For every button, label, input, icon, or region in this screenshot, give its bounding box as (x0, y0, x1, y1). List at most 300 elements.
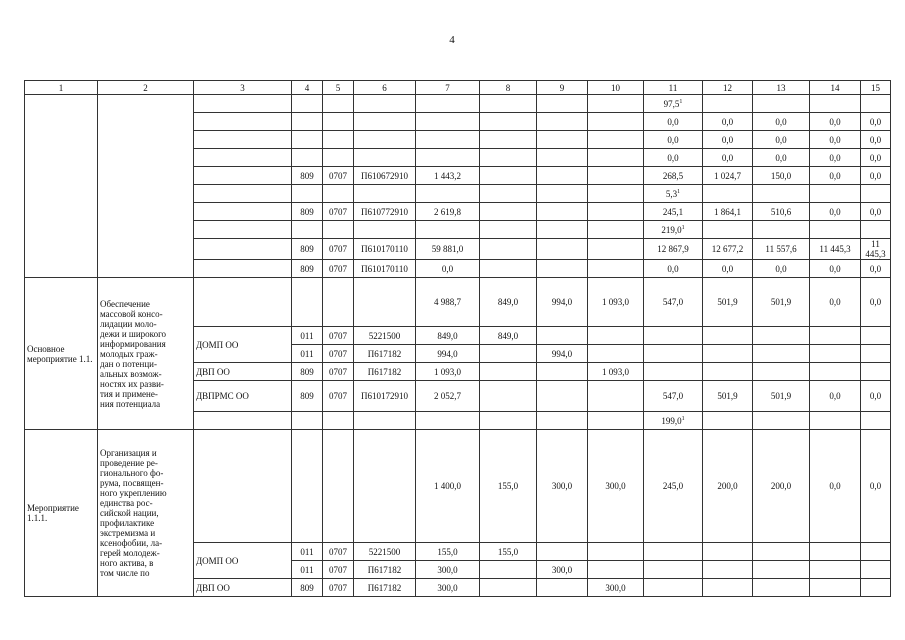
cell-col-15 (861, 113, 891, 131)
table-row (25, 95, 891, 113)
text-line: информирования (100, 338, 166, 349)
cell-col-9 (537, 239, 588, 260)
cell-col-8 (480, 363, 537, 381)
cell-col-13 (753, 543, 810, 561)
cell-col-6 (354, 412, 416, 430)
cell-value: 0,0 (869, 116, 882, 127)
cell-col-13 (753, 345, 810, 363)
cell-col-10 (588, 221, 644, 239)
cell-col-11 (644, 185, 703, 203)
cell-value: 0707 (329, 582, 347, 593)
cell-value: 300,0 (605, 582, 626, 593)
cell-col-4 (292, 327, 323, 345)
cell-col-10 (588, 203, 644, 221)
cell-col-14 (810, 278, 861, 327)
activity-description (98, 430, 194, 597)
cell-value: 501,9 (770, 391, 792, 401)
cell-col-12 (703, 412, 753, 430)
cell-value: 809 (300, 582, 314, 593)
cell-value: 12 867,9 (657, 244, 689, 254)
cell-value: 1 864,1 (714, 206, 741, 217)
cell-col-13 (753, 412, 810, 430)
cell-col-8 (480, 278, 537, 327)
cell-col-12 (703, 260, 753, 278)
cell-col-9 (537, 381, 588, 412)
cell-col-14 (810, 412, 861, 430)
cell-col-7 (416, 579, 480, 597)
cell-col-12 (703, 131, 753, 149)
cell-col-6 (354, 113, 416, 131)
cell-col-5 (323, 131, 354, 149)
cell-col-7 (416, 260, 480, 278)
cell-col-9 (537, 561, 588, 579)
cell-value: 0707 (329, 546, 347, 557)
cell-col-10 (588, 412, 644, 430)
cell-value: П610172910 (361, 391, 408, 401)
cell-col-6 (354, 278, 416, 327)
cell-col-6 (354, 185, 416, 203)
cell-col-6 (354, 579, 416, 597)
cell-col-10 (588, 363, 644, 381)
cell-col-3 (194, 239, 292, 260)
cell-value: 0,0 (667, 116, 679, 127)
cell-col-13 (753, 221, 810, 239)
cell-col-4 (292, 430, 323, 543)
cell-col-9 (537, 260, 588, 278)
cell-value: 0,0 (829, 134, 841, 145)
cell-value: 219,0 (661, 224, 682, 235)
cell-value: 809 (300, 263, 314, 274)
cell-value: 0,0 (869, 152, 882, 163)
cell-col-8 (480, 561, 537, 579)
cell-col-3 (194, 131, 292, 149)
cell-value: 994,0 (437, 348, 458, 359)
cell-col-14 (810, 543, 861, 561)
cell-col-12 (703, 203, 753, 221)
cell-col-10 (588, 543, 644, 561)
text-line: проведение ре- (100, 458, 158, 468)
cell-value: 0,0 (667, 152, 679, 163)
cell-col-12 (703, 381, 753, 412)
cell-col-6 (354, 327, 416, 345)
cell-col-11 (644, 149, 703, 167)
cell-col-3 (194, 113, 292, 131)
table-row (25, 430, 891, 543)
cell-col-14 (810, 345, 861, 363)
cell-col-5 (323, 345, 354, 363)
cell-col-6 (354, 167, 416, 185)
cell-col-15 (861, 579, 891, 597)
cell-col-5 (323, 167, 354, 185)
cell-col-5 (323, 430, 354, 543)
cell-col-8 (480, 149, 537, 167)
cell-col-8 (480, 185, 537, 203)
cell-col-5 (323, 185, 354, 203)
cell-col-12 (703, 345, 753, 363)
cell-col-14 (810, 260, 861, 278)
cell-col-13 (753, 113, 810, 131)
cell-col-13 (753, 430, 810, 543)
cell-col-5 (323, 260, 354, 278)
cell-col-11 (644, 278, 703, 327)
cell-value: 0,0 (829, 481, 841, 491)
cell-value: 0,0 (829, 391, 841, 401)
cell-col-15 (861, 95, 891, 113)
col-header: 15 (861, 81, 891, 95)
cell-col-4 (292, 561, 323, 579)
cell-value: 510,6 (770, 206, 792, 217)
executor-label: ДВП ОО (194, 579, 292, 597)
cell-col-12 (703, 327, 753, 345)
cell-value: 0,0 (775, 263, 787, 274)
cell-col-11 (644, 561, 703, 579)
cell-col-11 (644, 260, 703, 278)
cell-col-12 (703, 167, 753, 185)
cell-col-14 (810, 579, 861, 597)
text-line: герей молодеж- (100, 548, 160, 558)
text-line: альных возмож- (100, 368, 162, 379)
header-row (25, 81, 891, 95)
cell-col-8 (480, 239, 537, 260)
cell-col-7 (416, 113, 480, 131)
cell-col-4 (292, 239, 323, 260)
col-header: 13 (753, 81, 810, 95)
cell-col-12 (703, 561, 753, 579)
cell-col-10 (588, 167, 644, 185)
cell-col-2 (98, 95, 194, 278)
cell-value: 0,0 (869, 134, 882, 145)
cell-col-7 (416, 203, 480, 221)
executor-label: ДОМП ОО (194, 327, 292, 363)
cell-col-9 (537, 363, 588, 381)
executor-label: ДОМП ОО (194, 543, 292, 579)
cell-col-6 (354, 381, 416, 412)
footnote-mark: 1 (681, 415, 685, 422)
cell-col-13 (753, 131, 810, 149)
cell-col-8 (480, 381, 537, 412)
col-header: 14 (810, 81, 861, 95)
cell-value: 0,0 (869, 481, 882, 491)
cell-value: 0707 (329, 170, 347, 181)
cell-col-11 (644, 430, 703, 543)
cell-value: П610170110 (361, 244, 408, 254)
cell-col-11 (644, 221, 703, 239)
cell-col-3 (194, 185, 292, 203)
cell-value: 809 (300, 206, 314, 217)
cell-col-7 (416, 345, 480, 363)
cell-value: 849,0 (497, 297, 519, 307)
cell-col-3 (194, 203, 292, 221)
cell-col-10 (588, 131, 644, 149)
cell-value: 0707 (329, 564, 347, 575)
cell-col-15 (861, 561, 891, 579)
cell-value: 0707 (329, 244, 347, 254)
col-header: 8 (480, 81, 537, 95)
cell-value: 5,3 (665, 188, 678, 199)
cell-col-6 (354, 203, 416, 221)
cell-col-14 (810, 561, 861, 579)
cell-col-3 (194, 278, 292, 327)
cell-col-8 (480, 203, 537, 221)
cell-col-9 (537, 167, 588, 185)
text-line: молодых граж- (100, 348, 158, 359)
cell-value: 200,0 (770, 481, 792, 491)
cell-col-11 (644, 345, 703, 363)
cell-col-11 (644, 363, 703, 381)
cell-col-4 (292, 95, 323, 113)
cell-col-11 (644, 579, 703, 597)
cell-col-13 (753, 363, 810, 381)
footnote-mark: 1 (681, 224, 685, 231)
cell-col-3 (194, 221, 292, 239)
cell-value: 155,0 (497, 546, 519, 557)
cell-col-10 (588, 185, 644, 203)
cell-col-4 (292, 363, 323, 381)
cell-col-8 (480, 113, 537, 131)
cell-col-7 (416, 167, 480, 185)
table-row (25, 278, 891, 327)
cell-col-13 (753, 149, 810, 167)
text-line: ного актива, в (100, 558, 154, 568)
cell-value: 0,0 (775, 152, 787, 163)
text-line: ксенофобии, ла- (100, 538, 163, 548)
cell-value: 011 (300, 564, 314, 575)
cell-col-6 (354, 561, 416, 579)
cell-col-4 (292, 543, 323, 561)
cell-value: 245,0 (662, 481, 684, 491)
cell-value: 300,0 (605, 481, 626, 491)
text-line: единства рос- (100, 498, 153, 508)
col-header: 12 (703, 81, 753, 95)
cell-col-9 (537, 203, 588, 221)
cell-col-10 (588, 345, 644, 363)
cell-col-6 (354, 543, 416, 561)
cell-col-5 (323, 561, 354, 579)
cell-col-5 (323, 113, 354, 131)
cell-col-6 (354, 149, 416, 167)
cell-value: 0,0 (829, 206, 841, 217)
cell-col-11 (644, 412, 703, 430)
cell-col-5 (323, 95, 354, 113)
cell-col-4 (292, 149, 323, 167)
cell-col-12 (703, 95, 753, 113)
cell-col-5 (323, 412, 354, 430)
cell-value: 300,0 (437, 582, 458, 593)
cell-col-4 (292, 260, 323, 278)
cell-col-9 (537, 579, 588, 597)
cell-value: 809 (300, 391, 314, 401)
cell-value: 0,0 (721, 263, 734, 274)
cell-col-9 (537, 131, 588, 149)
cell-col-4 (292, 381, 323, 412)
cell-col-11 (644, 95, 703, 113)
col-header: 4 (292, 81, 323, 95)
cell-col-7 (416, 131, 480, 149)
cell-value: 1 093,0 (602, 297, 629, 307)
cell-col-5 (323, 327, 354, 345)
cell-value: 59 881,0 (431, 244, 464, 254)
cell-col-1 (25, 95, 98, 278)
cell-col-14 (810, 95, 861, 113)
text-line: Организация и (100, 448, 157, 458)
cell-col-3 (194, 95, 292, 113)
cell-value: 809 (300, 366, 314, 377)
cell-value: 809 (300, 244, 314, 254)
col-header: 7 (416, 81, 480, 95)
text-line: ния потенциала (100, 398, 161, 409)
cell-col-4 (292, 579, 323, 597)
activity-name: Мероприятие 1.1.1. (25, 430, 98, 597)
cell-value: 994,0 (551, 297, 573, 307)
cell-col-15 (861, 543, 891, 561)
cell-col-9 (537, 345, 588, 363)
page-number: 4 (449, 34, 455, 46)
cell-value: 501,9 (770, 297, 792, 307)
cell-col-13 (753, 95, 810, 113)
footnote-mark: 1 (677, 188, 681, 195)
cell-value: 994,0 (551, 348, 573, 359)
cell-value: 0,0 (829, 170, 841, 181)
cell-col-11 (644, 203, 703, 221)
cell-value: 11 557,6 (765, 244, 797, 254)
cell-value: 2 052,7 (434, 391, 461, 401)
cell-value: 0,0 (775, 116, 787, 127)
cell-col-15 (861, 131, 891, 149)
cell-value: 0,0 (829, 116, 841, 127)
cell-value: 97,5 (663, 98, 680, 109)
cell-col-14 (810, 203, 861, 221)
executor-label: ДВП ОО (194, 363, 292, 381)
text-line: сийской нации, (100, 508, 159, 518)
cell-col-10 (588, 278, 644, 327)
cell-value: П617182 (367, 582, 402, 593)
cell-col-3 (194, 167, 292, 185)
cell-col-5 (323, 149, 354, 167)
cell-value: 150,0 (770, 170, 792, 181)
cell-value: 849,0 (437, 330, 458, 341)
cell-col-8 (480, 543, 537, 561)
cell-col-13 (753, 381, 810, 412)
cell-col-7 (416, 363, 480, 381)
cell-col-8 (480, 412, 537, 430)
cell-col-11 (644, 381, 703, 412)
cell-value: 0,0 (667, 134, 679, 145)
cell-col-14 (810, 113, 861, 131)
text-line: рума, посвящен- (100, 478, 164, 488)
cell-col-10 (588, 239, 644, 260)
cell-col-14 (810, 381, 861, 412)
cell-col-15 (861, 260, 891, 278)
cell-col-9 (537, 430, 588, 543)
cell-col-8 (480, 260, 537, 278)
cell-col-6 (354, 260, 416, 278)
cell-col-15 (861, 278, 891, 327)
cell-col-9 (537, 149, 588, 167)
cell-col-11 (644, 167, 703, 185)
cell-col-4 (292, 412, 323, 430)
col-header: 2 (98, 81, 194, 95)
cell-col-10 (588, 95, 644, 113)
cell-col-13 (753, 260, 810, 278)
cell-value: 501,9 (717, 297, 738, 307)
cell-col-9 (537, 185, 588, 203)
cell-col-8 (480, 131, 537, 149)
text-line: лидации моло- (100, 318, 157, 329)
cell-col-15 (861, 221, 891, 239)
cell-col-14 (810, 327, 861, 345)
cell-col-14 (810, 239, 861, 260)
cell-col-11 (644, 543, 703, 561)
text-line: дежи и широкого (100, 328, 167, 339)
cell-col-12 (703, 430, 753, 543)
cell-value: 501,9 (717, 391, 738, 401)
cell-col-14 (810, 131, 861, 149)
cell-col-12 (703, 221, 753, 239)
cell-value: 300,0 (551, 481, 573, 491)
cell-col-11 (644, 113, 703, 131)
cell-col-7 (416, 412, 480, 430)
cell-col-4 (292, 131, 323, 149)
cell-col-15 (861, 239, 891, 260)
cell-col-8 (480, 430, 537, 543)
cell-col-9 (537, 278, 588, 327)
cell-col-12 (703, 239, 753, 260)
cell-value: 155,0 (497, 481, 519, 491)
cell-value: 1 024,7 (714, 170, 741, 181)
cell-value: 809 (300, 170, 314, 181)
cell-col-6 (354, 345, 416, 363)
cell-value: 155,0 (437, 546, 458, 557)
cell-value: 0,0 (869, 391, 882, 401)
cell-col-6 (354, 239, 416, 260)
cell-value: 268,5 (662, 170, 684, 181)
cell-col-5 (323, 278, 354, 327)
cell-col-3 (194, 430, 292, 543)
col-header: 11 (644, 81, 703, 95)
cell-col-13 (753, 167, 810, 185)
cell-col-7 (416, 278, 480, 327)
col-header: 1 (25, 81, 98, 95)
cell-value: 1 443,2 (434, 170, 461, 181)
cell-col-9 (537, 95, 588, 113)
cell-col-6 (354, 221, 416, 239)
cell-col-13 (753, 327, 810, 345)
cell-value: П617182 (367, 348, 402, 359)
cell-col-7 (416, 95, 480, 113)
cell-value: 0707 (329, 366, 347, 377)
cell-col-12 (703, 363, 753, 381)
cell-col-13 (753, 239, 810, 260)
cell-col-13 (753, 185, 810, 203)
text-line: том числе по (100, 568, 150, 578)
cell-col-8 (480, 327, 537, 345)
cell-value: 0707 (329, 348, 347, 359)
cell-col-3 (194, 412, 292, 430)
cell-col-12 (703, 579, 753, 597)
cell-col-8 (480, 167, 537, 185)
cell-col-5 (323, 203, 354, 221)
cell-col-15 (861, 345, 891, 363)
cell-value: П617182 (367, 366, 402, 377)
col-header: 10 (588, 81, 644, 95)
cell-value: 0,0 (869, 170, 882, 181)
text-line: экстремизма и (100, 528, 156, 538)
cell-value: 0,0 (441, 263, 454, 274)
cell-col-7 (416, 221, 480, 239)
cell-col-14 (810, 221, 861, 239)
cell-col-13 (753, 278, 810, 327)
cell-value: 5221500 (368, 330, 401, 341)
